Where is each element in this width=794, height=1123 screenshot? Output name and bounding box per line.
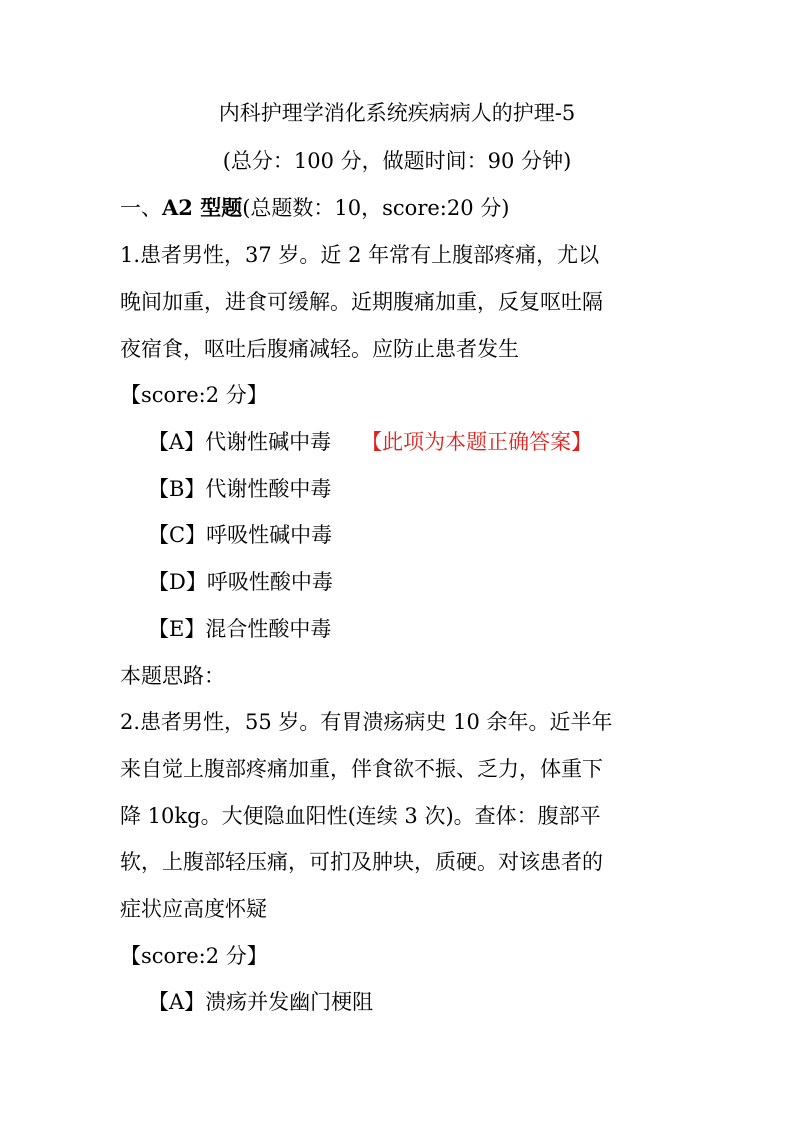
section-info: (总题数：10，score:20 分) bbox=[242, 196, 510, 220]
question-1-analysis: 本题思路： bbox=[120, 664, 225, 688]
section-prefix: 一、 bbox=[120, 196, 162, 220]
question-2-text-line-5: 症状应高度怀疑 bbox=[120, 897, 267, 921]
option-a-label: 【A】代谢性碱中毒 bbox=[148, 430, 332, 454]
question-1-option-b: 【B】代谢性酸中毒 bbox=[148, 477, 332, 501]
question-2-text-line-1: 2.患者男性，55 岁。有胃溃疡病史 10 余年。近半年 bbox=[120, 710, 613, 734]
question-1-text-line-3: 夜宿食，呕吐后腹痛减轻。应防止患者发生 bbox=[120, 337, 519, 361]
question-1-text-line-1: 1.患者男性，37 岁。近 2 年常有上腹部疼痛，尤以 bbox=[120, 243, 600, 267]
section-name: A2 型题 bbox=[162, 195, 243, 220]
section-heading bbox=[120, 194, 674, 222]
document-title: 内科护理学消化系统疾病病人的护理-5 bbox=[218, 101, 576, 125]
question-2-score: 【score:2 分】 bbox=[120, 944, 268, 968]
question-1-text-line-2: 晚间加重，进食可缓解。近期腹痛加重，反复呕吐隔 bbox=[120, 290, 603, 314]
question-2-text-line-2: 来自觉上腹部疼痛加重，伴食欲不振、乏力，体重下 bbox=[120, 757, 603, 781]
question-2-text-line-4: 软，上腹部轻压痛，可扪及肿块，质硬。对该患者的 bbox=[120, 850, 603, 874]
question-2-text-line-3: 降 10kg。大便隐血阳性(连续 3 次)。查体：腹部平 bbox=[120, 804, 601, 828]
question-1-score: 【score:2 分】 bbox=[120, 383, 268, 407]
question-1-option-a bbox=[148, 428, 674, 456]
exam-meta: (总分：100 分，做题时间：90 分钟) bbox=[222, 149, 572, 173]
question-1-option-e: 【E】混合性酸中毒 bbox=[148, 617, 332, 641]
question-1-option-d: 【D】呼吸性酸中毒 bbox=[148, 570, 333, 594]
question-2-option-a: 【A】溃疡并发幽门梗阻 bbox=[148, 990, 374, 1014]
question-1-option-c: 【C】呼吸性碱中毒 bbox=[148, 523, 333, 547]
correct-answer-marker: 【此项为本题正确答案】 bbox=[361, 430, 593, 454]
